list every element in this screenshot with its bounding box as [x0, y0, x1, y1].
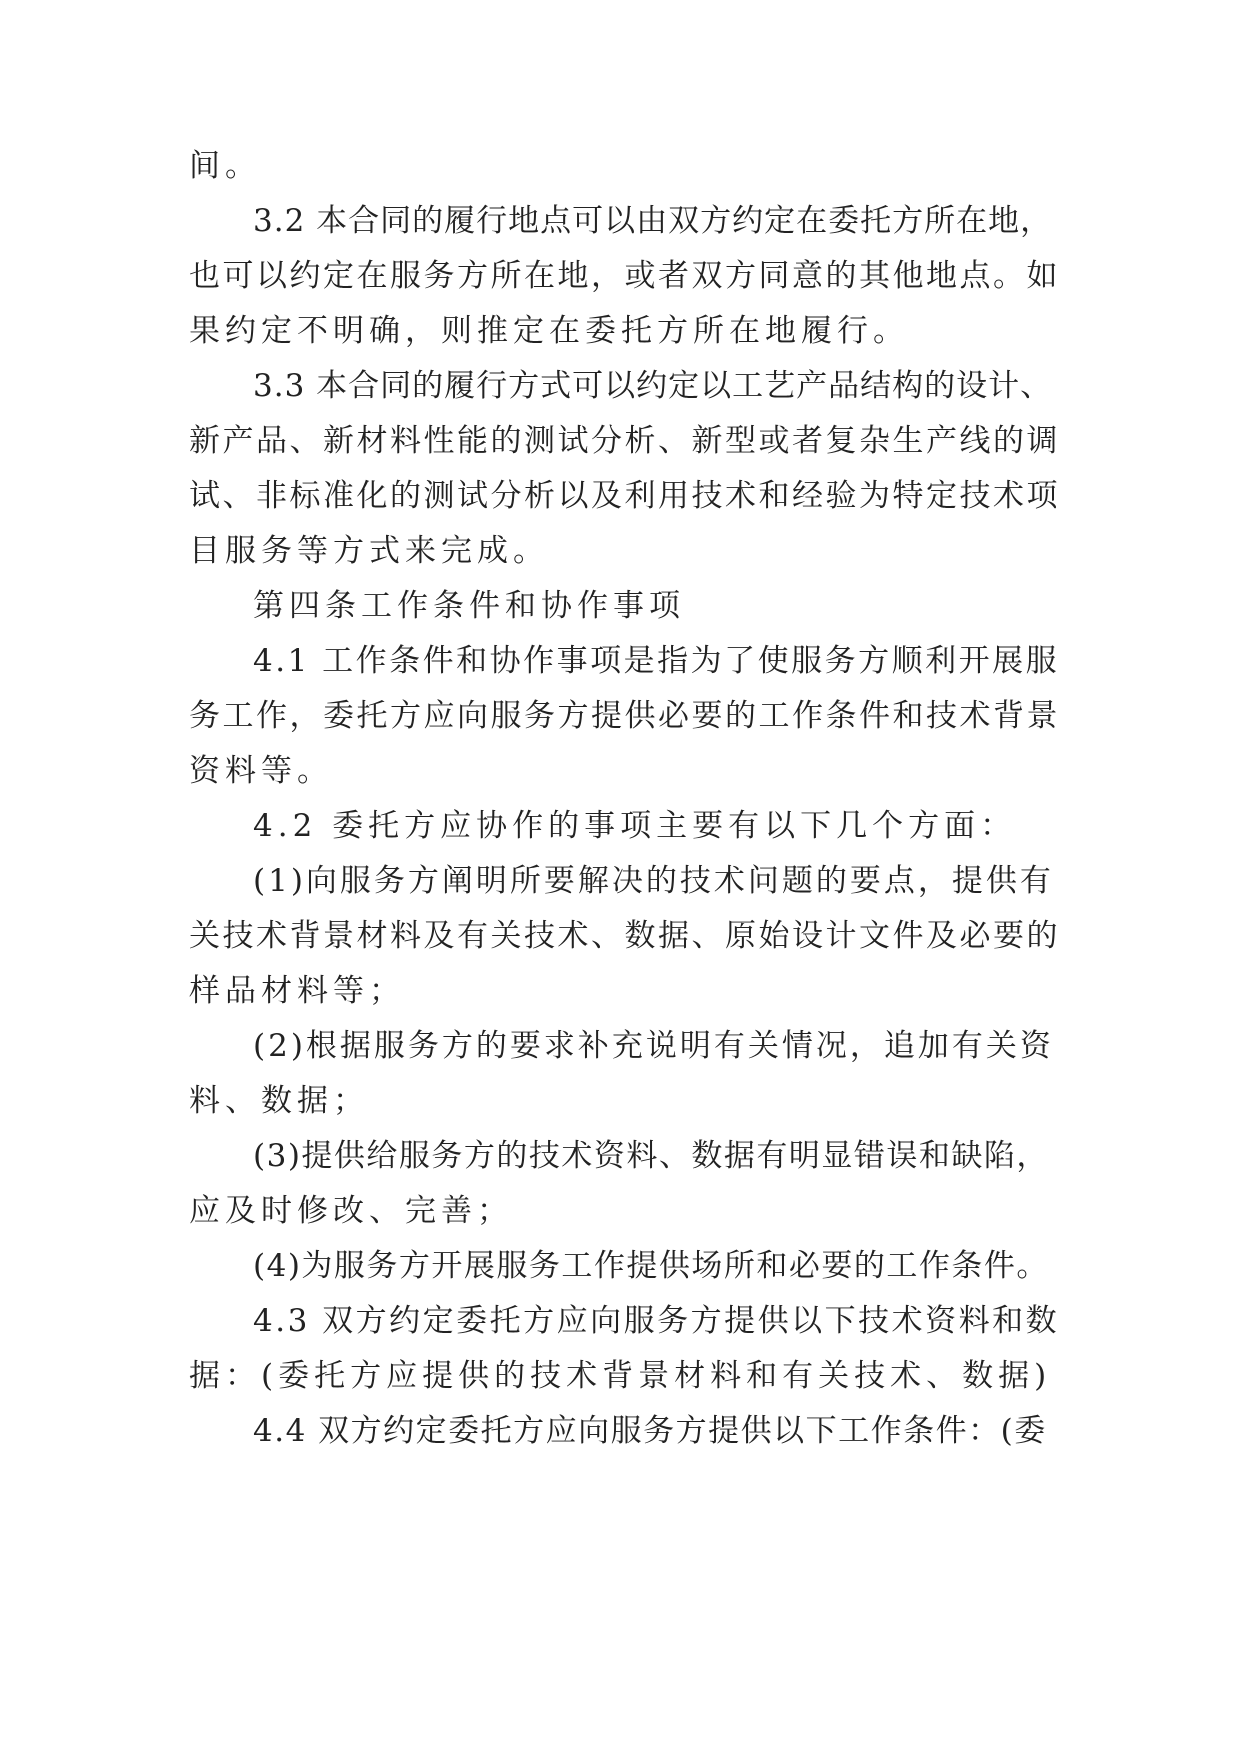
line-text: (4)为服务方开展服务工作提供场所和必要的工作条件。: [253, 1248, 1049, 1284]
line-text: 4.4 双方约定委托方应向服务方提供以下工作条件：(委: [253, 1413, 1047, 1449]
text-line: [0, 311, 1241, 351]
text-line: [0, 531, 1241, 571]
text-line: [0, 641, 1241, 681]
text-line: [0, 366, 1241, 406]
text-line: [0, 1356, 1241, 1396]
line-text: 新产品、新材料性能的测试分析、新型或者复杂生产线的调: [189, 423, 1060, 459]
text-line: [0, 476, 1241, 516]
text-line: [0, 1246, 1241, 1286]
section-heading: [0, 586, 1241, 626]
text-line: [0, 1081, 1241, 1121]
text-line: [0, 1136, 1241, 1176]
line-text: 4.2 委托方应协作的事项主要有以下几个方面：: [253, 808, 1017, 844]
text-line: [0, 256, 1241, 296]
line-text: 料、数据；: [189, 1083, 369, 1119]
text-line: [0, 146, 1241, 186]
line-text: 目服务等方式来完成。: [189, 533, 549, 569]
line-text: 务工作，委托方应向服务方提供必要的工作条件和技术背景: [189, 698, 1060, 734]
line-text: 3.3 本合同的履行方式可以约定以工艺产品结构的设计、: [253, 368, 1053, 404]
line-text: 资料等。: [189, 753, 333, 789]
line-text: 4.1 工作条件和协作事项是指为了使服务方顺利开展服: [253, 643, 1060, 679]
text-line: [0, 421, 1241, 461]
line-text: (1)向服务方阐明所要解决的技术问题的要点，提供有: [253, 863, 1054, 899]
line-text: 第四条工作条件和协作事项: [253, 588, 685, 624]
line-text: 关技术背景材料及有关技术、数据、原始设计文件及必要的: [189, 918, 1060, 954]
text-line: [0, 1191, 1241, 1231]
line-text: 应及时修改、完善；: [189, 1193, 513, 1229]
text-line: [0, 1026, 1241, 1066]
line-text: 4.3 双方约定委托方应向服务方提供以下技术资料和数: [253, 1303, 1060, 1339]
text-line: [0, 696, 1241, 736]
text-line: [0, 971, 1241, 1011]
line-text: 试、非标准化的测试分析以及利用技术和经验为特定技术项: [189, 478, 1060, 514]
line-text: 也可以约定在服务方所在地，或者双方同意的其他地点。如: [189, 258, 1060, 294]
text-line: [0, 751, 1241, 791]
line-text: 3.2 本合同的履行地点可以由双方约定在委托方所在地，: [253, 203, 1053, 239]
text-line: [0, 916, 1241, 956]
text-line: [0, 1411, 1241, 1451]
text-line: [0, 201, 1241, 241]
text-line: [0, 806, 1241, 846]
line-text: (2)根据服务方的要求补充说明有关情况，追加有关资: [253, 1028, 1054, 1064]
text-line: [0, 1301, 1241, 1341]
line-text: 样品材料等；: [189, 973, 405, 1009]
line-text: 间。: [189, 148, 261, 184]
line-text: 据：(委托方应提供的技术背景材料和有关技术、数据): [189, 1358, 1052, 1394]
text-line: [0, 861, 1241, 901]
line-text: (3)提供给服务方的技术资料、数据有明显错误和缺陷，: [253, 1138, 1049, 1174]
line-text: 果约定不明确，则推定在委托方所在地履行。: [189, 313, 909, 349]
